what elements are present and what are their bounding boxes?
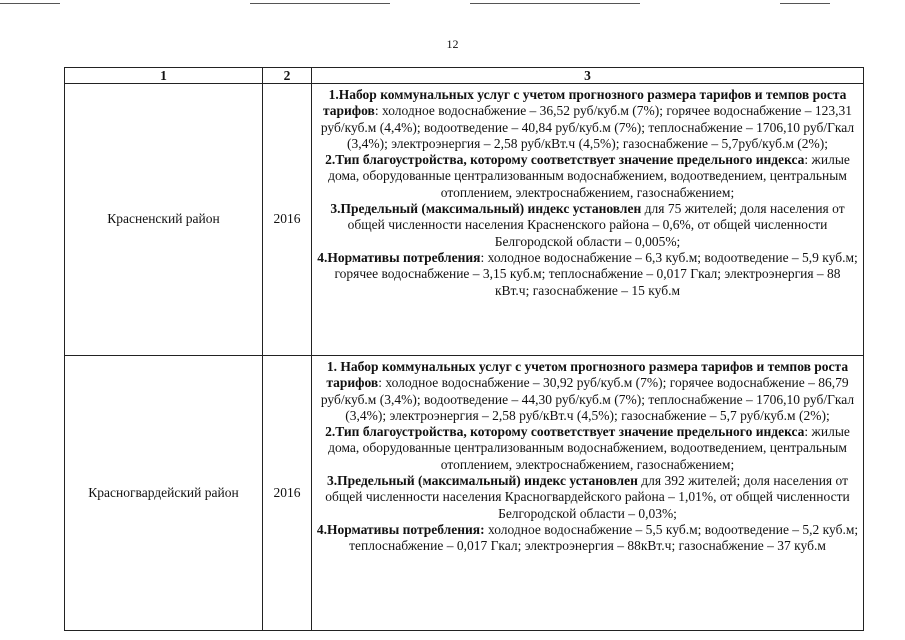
column-header-2: 2 bbox=[263, 68, 312, 84]
consumption-norms-text: : холодное водоснабжение – 6,3 куб.м; водоотведение – 5,9 куб.м; горячее водоснабжение – 3,15 куб.м; теплоснабжение – 0,017 Гкал; электроэнергия – 88 кВт.ч; газоснабжение – 15 куб.м bbox=[334, 249, 858, 298]
consumption-norms-paragraph bbox=[316, 522, 859, 555]
district-cell: Красногвардейский район bbox=[65, 356, 263, 631]
scan-top-edge-line bbox=[0, 3, 60, 4]
page-number: 12 bbox=[446, 37, 459, 51]
service-set-paragraph bbox=[316, 359, 859, 424]
max-index-heading: 3.Предельный (максимальный) индекс установлен bbox=[327, 473, 638, 489]
improvement-type-heading: 2.Тип благоустройства, которому соответствует значение предельного индекса bbox=[325, 152, 805, 168]
improvement-type-text: : жилые дома, оборудованные централизованным водоснабжением, водоотведением, центральным отоплением, электроснабжением, газоснабжением; bbox=[328, 152, 850, 200]
max-index-paragraph bbox=[316, 201, 859, 250]
improvement-type-text: : жилые дома, оборудованные централизованным водоснабжением, водоотведением, центральным отоплением, электроснабжением, газоснабжением; bbox=[328, 424, 850, 472]
table-row bbox=[65, 84, 864, 356]
improvement-type-paragraph bbox=[316, 424, 859, 473]
max-index-heading: 3.Предельный (максимальный) индекс установлен bbox=[330, 201, 642, 217]
description-cell bbox=[312, 84, 864, 356]
table-row bbox=[65, 356, 864, 631]
consumption-norms-heading: 4.Нормативы потребления: bbox=[316, 521, 485, 537]
consumption-norms-paragraph bbox=[316, 250, 859, 299]
year-cell: 2016 bbox=[263, 356, 312, 631]
service-set-heading: 1. Набор коммунальных услуг с учетом прогнозного размера тарифов и темпов роста тарифов bbox=[326, 359, 849, 391]
description-cell bbox=[312, 356, 864, 631]
service-set-paragraph bbox=[316, 87, 859, 152]
max-index-text: для 75 жителей; доля населения от общей численности населения Красненского района – 0,6%, от общей численности Белгородской области – 0,005%; bbox=[347, 201, 845, 249]
scan-top-edge-line bbox=[780, 3, 830, 4]
district-cell: Красненский район bbox=[65, 84, 263, 356]
improvement-type-paragraph bbox=[316, 152, 859, 201]
service-set-heading: 1.Набор коммунальных услуг с учетом прогнозного размера тарифов и темпов роста тарифов bbox=[322, 87, 847, 119]
column-header-3: 3 bbox=[312, 68, 864, 84]
consumption-norms-heading: 4.Нормативы потребления bbox=[317, 249, 481, 265]
scan-top-edge-line bbox=[250, 3, 390, 4]
max-index-text: для 392 жителей; доля населения от общей численности населения Красногвардейского района – 1,01%, от общей численности Белгородской области – 0,03%; bbox=[325, 473, 850, 521]
tariff-table bbox=[64, 67, 864, 631]
max-index-paragraph bbox=[316, 473, 859, 522]
column-header-1: 1 bbox=[65, 68, 263, 84]
scan-top-edge-line bbox=[470, 3, 640, 4]
service-set-text: : холодное водоснабжение – 30,92 руб/куб.м (7%); горячее водоснабжение – 86,79 руб/куб.м (3,4%); водоотведение – 44,30 руб/куб.м (7%); теплоснабжение – 1706,10 руб/Гкал (3,4%); электроэнергия – 2,58 руб/кВт.ч (4,5%); газоснабжение – 5,7 руб/куб.м (2%); bbox=[320, 375, 855, 423]
consumption-norms-text: холодное водоснабжение – 5,5 куб.м; водоотведение – 5,2 куб.м; теплоснабжение – 0,017 Гкал; электроэнергия – 88кВт.ч; газоснабжение – 37 куб.м bbox=[349, 521, 859, 554]
year-cell: 2016 bbox=[263, 84, 312, 356]
improvement-type-heading: 2.Тип благоустройства, которому соответствует значение предельного индекса bbox=[325, 424, 805, 440]
table-header-row bbox=[65, 68, 864, 84]
service-set-text: : холодное водоснабжение – 36,52 руб/куб.м (7%); горячее водоснабжение – 123,31 руб/куб.м (4,4%); водоотведение – 40,84 руб/куб.м (7%); теплоснабжение – 1706,10 руб/Гкал (3,4%); электроэнергия – 2,58 руб/кВт.ч (4,5%); газоснабжение – 5,7руб/куб.м (2%); bbox=[320, 103, 855, 151]
